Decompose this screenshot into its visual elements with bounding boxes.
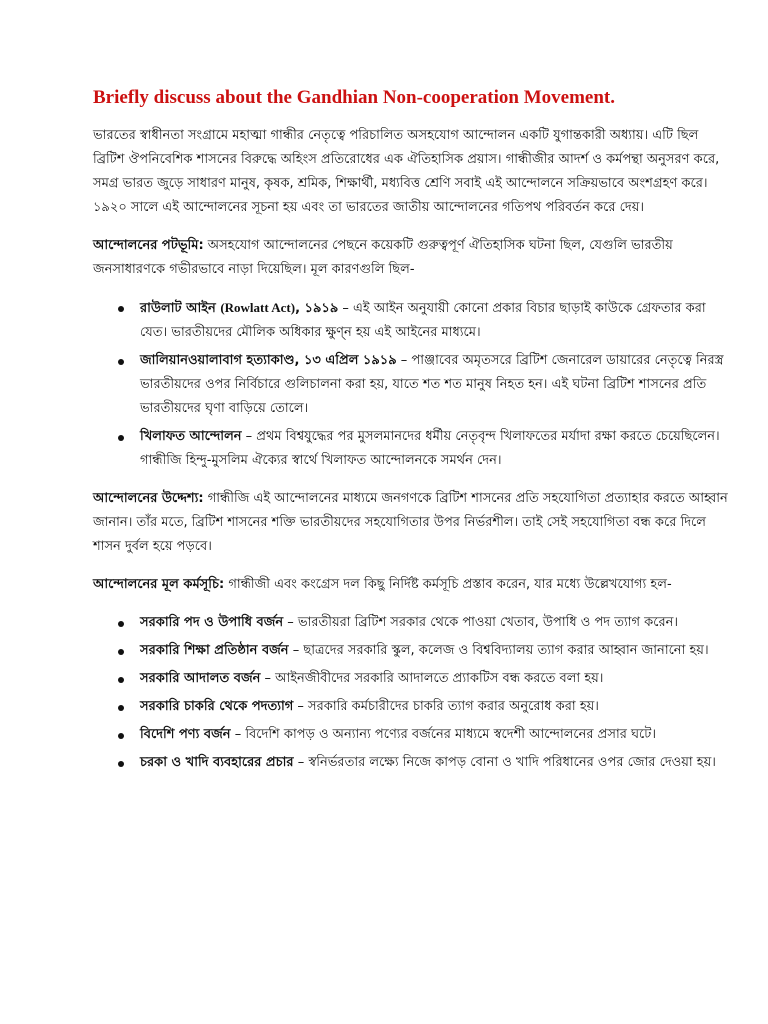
bullet-icon [118, 761, 124, 767]
list-item [93, 296, 733, 345]
list-item [93, 723, 733, 747]
list-item-text: – ভারতীয়রা ব্রিটিশ সরকার থেকে পাওয়া খেতাব, উপাধি ও পদ ত্যাগ করেন। [283, 615, 679, 630]
objective-paragraph [93, 487, 733, 559]
list-item-text: – ছাত্রদের সরকারি স্কুল, কলেজ ও বিশ্ববিদ্যালয় ত্যাগ করার আহ্বান জানানো হয়। [288, 643, 709, 658]
document-title: Briefly discuss about the Gandhian Non-cooperation Movement. [93, 87, 615, 108]
program-text: গান্ধীজী এবং কংগ্রেস দল কিছু নির্দিষ্ট কর্মসূচি প্রস্তাব করেন, যার মধ্যে উল্লেখযোগ্য হল- [224, 577, 672, 592]
background-heading: আন্দোলনের পটভূমি: [93, 238, 204, 253]
program-paragraph [93, 573, 733, 597]
list-item-text: – বিদেশি কাপড় ও অন্যান্য পণ্যের বর্জনের মাধ্যমে স্বদেশী আন্দোলনের প্রসার ঘটে। [230, 727, 656, 742]
background-text: অসহযোগ আন্দোলনের পেছনে কয়েকটি গুরুত্বপূর্ণ ঐতিহাসিক ঘটনা ছিল, যেগুলি ভারতীয় জনসাধারণকে গভীরভাবে নাড়া দিয়েছিল। মূল কারণগুলি ছিল- [93, 238, 673, 277]
bullet-icon [118, 435, 124, 441]
list-item-text: – স্বনির্ভরতার লক্ষ্যে নিজে কাপড় বোনা ও খাদি পরিধানের ওপর জোর দেওয়া হয়। [293, 755, 716, 770]
list-item-heading: খিলাফত আন্দোলন [140, 429, 242, 444]
list-item-heading: সরকারি আদালত বর্জন [140, 671, 261, 686]
list-item-heading: সরকারি চাকরি থেকে পদত্যাগ [140, 699, 294, 714]
list-item-heading-latin: (Rowlatt Act) [220, 300, 296, 315]
list-item-heading-part: রাউলাট আইন [140, 301, 221, 316]
background-paragraph [93, 234, 733, 282]
list-item-heading: জালিয়ানওয়ালাবাগ হত্যাকাণ্ড, ১৩ এপ্রিল ১৯১৯ [140, 353, 397, 368]
bullet-icon [118, 677, 124, 683]
list-item-text: – সরকারি কর্মচারীদের চাকরি ত্যাগ করার অনুরোধ করা হয়। [293, 699, 599, 714]
list-item-text: – এই আইন অনুযায়ী কোনো প্রকার বিচার ছাড়াই কাউকে গ্রেফতার করা যেত। ভারতীয়দের মৌলিক অধিকার ক্ষুণ্ন হয় এই আইনের মাধ্যমে। [140, 301, 706, 340]
bullet-icon [118, 306, 124, 312]
list-item-heading [140, 301, 338, 316]
bullet-icon [118, 359, 124, 365]
intro-paragraph: ভারতের স্বাধীনতা সংগ্রামে মহাত্মা গান্ধীর নেতৃত্বে পরিচালিত অসহযোগ আন্দোলন একটি যুগান্তকারী অধ্যায়। এটি ছিল ব্রিটিশ ঔপনিবেশিক শাসনের বিরুদ্ধে অহিংস প্রতিরোধের এক ঐতিহাসিক প্রয়াস। গান্ধীজীর আদর্শ ও কর্মপন্থা অনুসরণ করে, সমগ্র ভারত জুড়ে সাধারণ মানুষ, কৃষক, শ্রমিক, শিক্ষার্থী, মধ্যবিত্ত শ্রেণি সবাই এই আন্দোলনে সক্রিয়ভাবে অংশগ্রহণ করে। ১৯২০ সালে এই আন্দোলনের সূচনা হয় এবং তা ভারতের জাতীয় আন্দোলনের গতিপথ পরিবর্তন করে দেয়। [93, 128, 720, 215]
list-item [93, 611, 733, 635]
bullet-icon [118, 649, 124, 655]
list-item [93, 667, 733, 691]
list-item [93, 349, 733, 421]
document-page [93, 86, 733, 789]
background-list [93, 296, 733, 473]
bullet-icon [118, 621, 124, 627]
program-heading: আন্দোলনের মূল কর্মসূচি: [93, 577, 225, 592]
list-item-text: – প্রথম বিশ্বযুদ্ধের পর মুসলমানদের ধর্মীয় নেতৃবৃন্দ খিলাফতের মর্যাদা রক্ষা করতে চেয়েছিলেন। গান্ধীজি হিন্দু-মুসলিম ঐক্যের স্বার্থে খিলাফত আন্দোলনকে সমর্থন দেন। [140, 429, 720, 468]
bullet-icon [118, 733, 124, 739]
program-list [93, 611, 733, 775]
list-item-heading-part: , ১৯১৯ [295, 301, 339, 316]
list-item [93, 425, 733, 473]
objective-heading: আন্দোলনের উদ্দেশ্য: [93, 491, 204, 506]
list-item [93, 695, 733, 719]
objective-text: গান্ধীজি এই আন্দোলনের মাধ্যমে জনগণকে ব্রিটিশ শাসনের প্রতি সহযোগিতা প্রত্যাহার করতে আহ্বান জানান। তাঁর মতে, ব্রিটিশ শাসনের শক্তি ভারতীয়দের সহযোগিতার উপর নির্ভরশীল। তাই সেই সহযোগিতা বন্ধ করে দিলে শাসন দুর্বল হয়ে পড়বে। [93, 491, 728, 554]
list-item-text: – আইনজীবীদের সরকারি আদালতে প্র্যাকটিস বন্ধ করতে বলা হয়। [260, 671, 604, 686]
list-item-heading: সরকারি পদ ও উপাধি বর্জন [140, 615, 284, 630]
list-item [93, 751, 733, 775]
list-item-text: – পাঞ্জাবের অমৃতসরে ব্রিটিশ জেনারেল ডায়ারের নেতৃত্বে নিরস্ত্র ভারতীয়দের ওপর নির্বিচারে গুলিচালনা করা হয়, যাতে শত শত মানুষ নিহত হন। এই ঘটনা ব্রিটিশ শাসনের প্রতি ভারতীয়দের ঘৃণা বাড়িয়ে তোলে। [140, 353, 724, 416]
list-item-heading: চরকা ও খাদি ব্যবহারের প্রচার [140, 755, 294, 770]
bullet-icon [118, 705, 124, 711]
list-item [93, 639, 733, 663]
list-item-heading: সরকারি শিক্ষা প্রতিষ্ঠান বর্জন [140, 643, 289, 658]
list-item-heading: বিদেশি পণ্য বর্জন [140, 727, 231, 742]
